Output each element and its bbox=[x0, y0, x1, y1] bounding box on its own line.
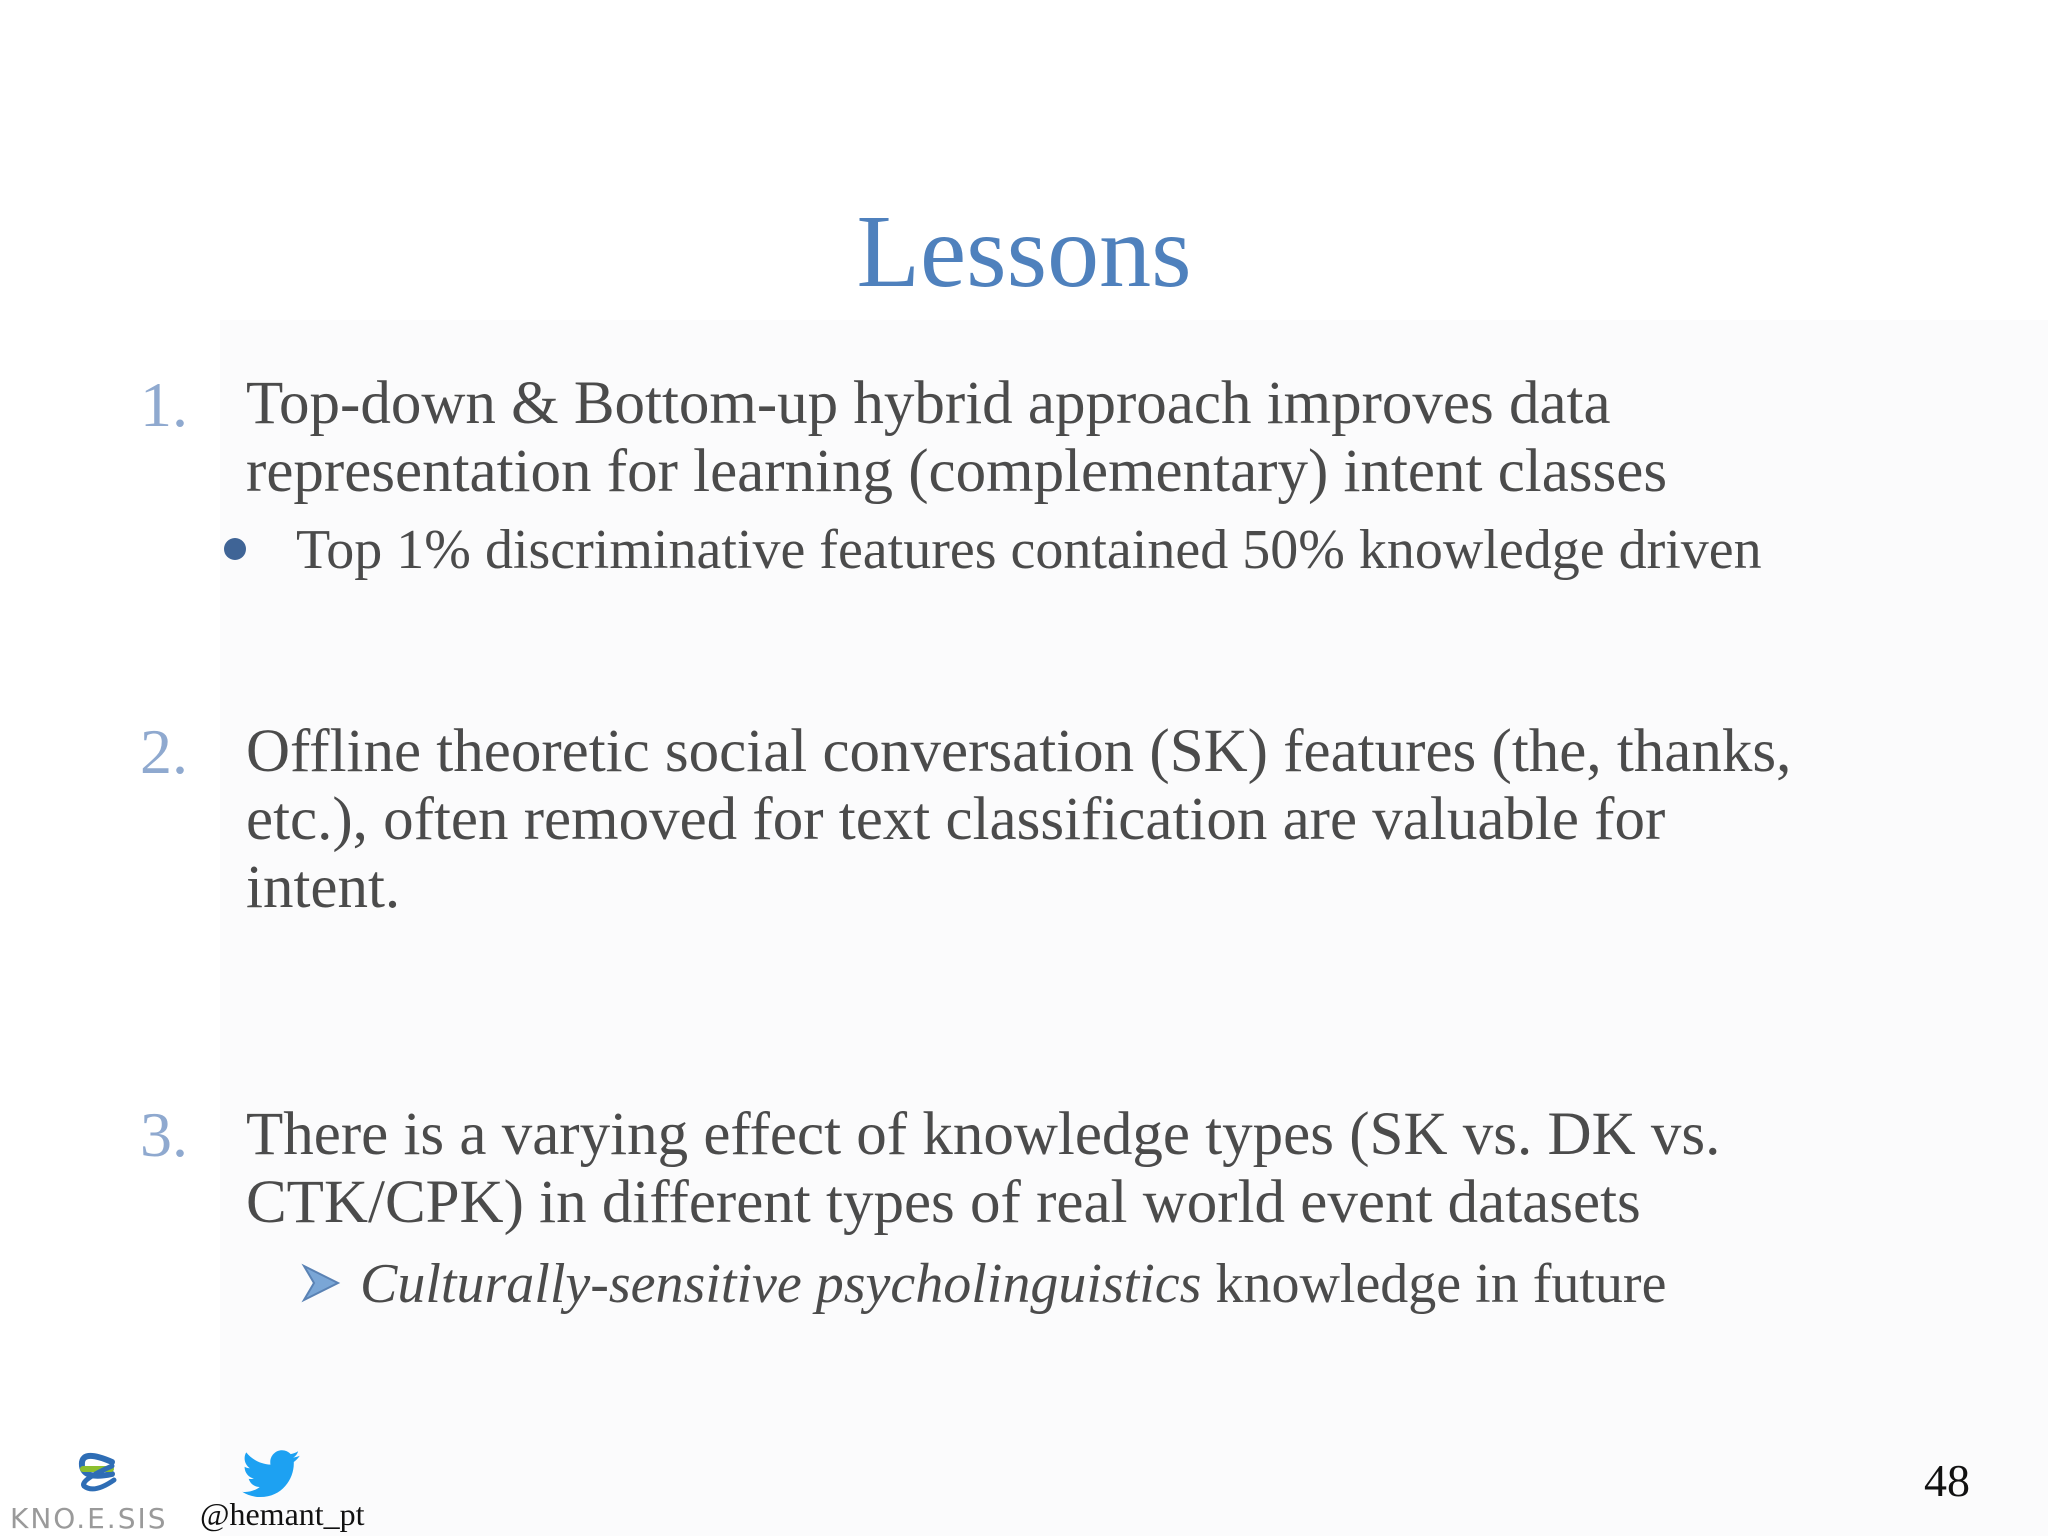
slide-title: Lessons bbox=[856, 194, 1192, 309]
filled-circle-bullet-icon bbox=[224, 538, 246, 560]
twitter-handle[interactable]: @hemant_pt bbox=[200, 1496, 365, 1532]
knoesis-logo-text: KNO.E.SIS bbox=[10, 1502, 168, 1535]
lesson-item-2: Offline theoretic social conversation (SK) features (the, thanks, etc.), often removed for text classification are valuable for intent. bbox=[246, 718, 1792, 921]
page-number: 48 bbox=[1924, 1455, 1970, 1506]
item-number-3: 3. bbox=[140, 1099, 188, 1170]
lesson-subpoint-1: Top 1% discriminative features contained 50% knowledge driven bbox=[296, 519, 1762, 581]
item-number-1: 1. bbox=[140, 369, 188, 440]
arrowhead-bullet-icon bbox=[300, 1262, 342, 1304]
subpoint-3-emphasis: Culturally-sensitive psycholinguistics bbox=[360, 1253, 1202, 1315]
lesson-subpoint-3 bbox=[360, 1253, 1667, 1315]
item-number-2: 2. bbox=[140, 716, 188, 787]
lesson-item-3: There is a varying effect of knowledge types (SK vs. DK vs. CTK/CPK) in different types of real world event datasets bbox=[246, 1101, 1721, 1236]
subpoint-3-rest: knowledge in future bbox=[1201, 1253, 1667, 1315]
lesson-item-1: Top-down & Bottom-up hybrid approach improves data representation for learning (complementary) intent classes bbox=[246, 370, 1668, 505]
twitter-bird-icon[interactable] bbox=[242, 1450, 300, 1498]
